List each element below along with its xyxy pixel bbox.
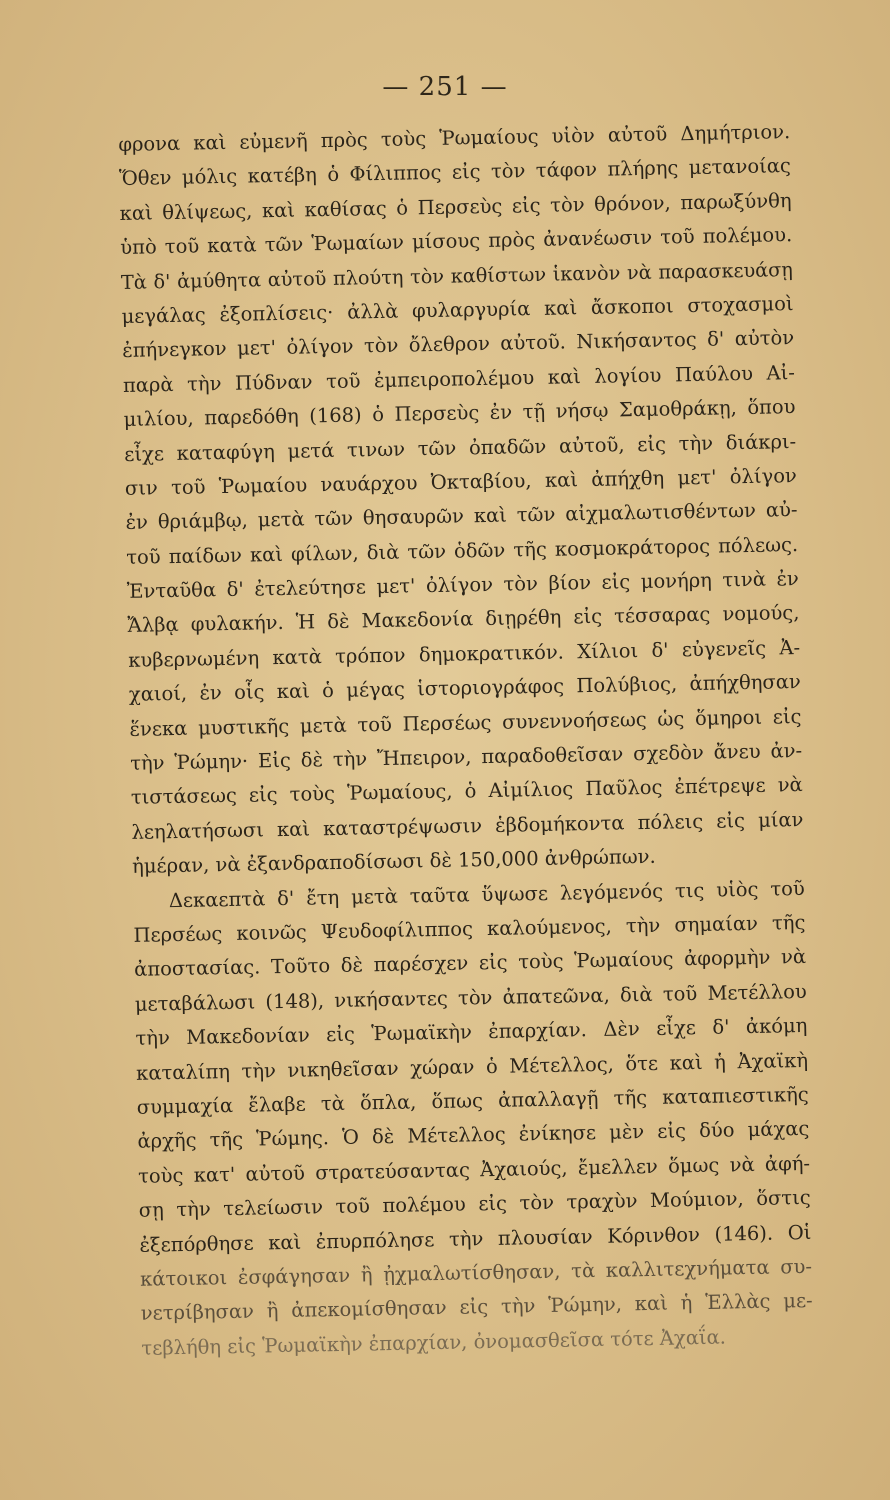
text-line: ἐξεπόρθησε καὶ ἐπυρπόλησε τὴν πλουσίαν Κόρινθον (146). Οἱ — [139, 1220, 812, 1257]
text-line: φρονα καὶ εὐμενῆ πρὸς τοὺς Ῥωμαίους υἱὸν αὐτοῦ Δημήτριον. — [118, 120, 791, 156]
text-line: ἐν θριάμβῳ, μετὰ τῶν θησαυρῶν καὶ τῶν αἰχμαλωτισθέντων αὐ- — [125, 498, 798, 535]
text-line: νετρίβησαν ἢ ἀπεκομίσθησαν εἰς τὴν Ῥώμην, καὶ ἡ Ἑλλὰς με- — [140, 1289, 813, 1326]
text-line: Δεκαεπτὰ δ' ἔτη μετὰ ταῦτα ὕψωσε λεγόμενός τις υἱὸς τοῦ — [168, 876, 805, 912]
text-line: συμμαχία ἔλαβε τὰ ὅπλα, ὅπως ἀπαλλαγῇ τῆς καταπιεστικῆς — [136, 1082, 809, 1119]
text-line: μιλίου, παρεδόθη (168) ὁ Περσεὺς ἐν τῇ νήσῳ Σαμοθράκῃ, ὅπου — [123, 395, 796, 432]
text-line: ἐπήνεγκον μετ' ὀλίγον τὸν ὄλεθρον αὐτοῦ. Νικήσαντος δ' αὐτὸν — [122, 326, 795, 363]
text-line: τὴν Ῥώμην· Εἰς δὲ τὴν Ἤπειρον, παραδοθεῖσαν σχεδὸν ἄνευ ἀν- — [129, 739, 803, 775]
text-line: καὶ θλίψεως, καὶ καθίσας ὁ Περσεὺς εἰς τὸν θρόνον, παρωξύνθη — [119, 188, 792, 225]
text-line: ὑπὸ τοῦ κατὰ τῶν Ῥωμαίων μίσους πρὸς ἀνανέωσιν τοῦ πολέμου. — [120, 223, 793, 260]
text-line: Ἐνταῦθα δ' ἐτελεύτησε μετ' ὀλίγον τὸν βίον εἰς μονήρη τινὰ ἐν — [126, 567, 799, 603]
text-line: ἀποστασίας. Τοῦτο δὲ παρέσχεν εἰς τοὺς Ῥωμαίους ἀφορμὴν νὰ — [133, 945, 807, 982]
text-line: σιν τοῦ Ῥωμαίου ναυάρχου Ὀκταβίου, καὶ ἀπήχθη μετ' ὀλίγον — [124, 463, 798, 500]
text-line: κυβερνωμένη κατὰ τρόπον δημοκρατικόν. Χίλιοι δ' εὐγενεῖς Ἀ- — [127, 635, 801, 672]
text-line: κάτοικοι ἐσφάγησαν ἢ ᾐχμαλωτίσθησαν, τὰ καλλιτεχνήματα συ- — [139, 1254, 813, 1291]
page-number: — 251 — — [382, 72, 508, 102]
text-line: καταλίπη τὴν νικηθεῖσαν χώραν ὁ Μέτελλος, ὅτε καὶ ἡ Ἀχαϊκὴ — [135, 1048, 809, 1085]
text-line: τοὺς κατ' αὐτοῦ στρατεύσαντας Ἀχαιούς, ἔμελλεν ὅμως νὰ ἀφή- — [137, 1151, 811, 1188]
text-line: Ἄλβᾳ φυλακήν. Ἡ δὲ Μακεδονία διῃρέθη εἰς τέσσαρας νομούς, — [127, 601, 800, 638]
text-line: λεηλατήσωσι καὶ καταστρέψωσιν ἑβδομήκοντα πόλεις εἰς μίαν — [131, 807, 804, 844]
text-line: μεγάλας ἐξοπλίσεις· ἀλλὰ φυλαργυρία καὶ ἄσκοποι στοχασμοὶ — [121, 292, 794, 328]
text-line: ἕνεκα μυστικῆς μετὰ τοῦ Περσέως συνεννοήσεως ὡς ὅμηροι εἰς — [129, 704, 802, 741]
text-line: τιστάσεως εἰς τοὺς Ῥωμαίους, ὁ Αἰμίλιος Παῦλος ἐπέτρεψε νὰ — [130, 773, 803, 810]
text-line: ἡμέραν, νὰ ἐξανδραποδίσωσι δὲ 150,000 ἀνθρώπων. — [131, 845, 656, 879]
text-line: παρὰ τὴν Πύδναν τοῦ ἐμπειροπολέμου καὶ λογίου Παύλου Αἰ- — [122, 360, 796, 397]
text-line: τεβλήθη εἰς Ῥωμαϊκὴν ἐπαρχίαν, ὀνομασθεῖσα τότε Ἀχαΐα. — [141, 1325, 727, 1360]
text-line: μεταβάλωσι (148), νικήσαντες τὸν ἀπατεῶνα, διὰ τοῦ Μετέλλου — [134, 979, 807, 1016]
text-line: Περσέως κοινῶς Ψευδοφίλιππος καλούμενος, τὴν σημαίαν τῆς — [133, 910, 806, 947]
text-line: τοῦ παίδων καὶ φίλων, διὰ τῶν ὁδῶν τῆς κοσμοκράτορος πόλεως. — [126, 532, 799, 569]
body-text — [118, 115, 814, 1366]
text-line: Τὰ δ' ἀμύθητα αὐτοῦ πλούτη τὸν καθίστων ἱκανὸν νὰ παρασκευάσῃ — [120, 257, 794, 294]
text-line: σῃ τὴν τελείωσιν τοῦ πολέμου εἰς τὸν τραχὺν Μούμιον, ὅστις — [138, 1186, 811, 1222]
text-line: ἀρχῆς τῆς Ῥώμης. Ὁ δὲ Μέτελλος ἐνίκησε μὲν εἰς δύο μάχας — [137, 1117, 810, 1154]
text-line: Ὅθεν μόλις κατέβη ὁ Φίλιππος εἰς τὸν τάφον πλήρης μετανοίας — [118, 154, 792, 191]
text-line: τὴν Μακεδονίαν εἰς Ῥωμαϊκὴν ἐπαρχίαν. Δὲν εἶχε δ' ἀκόμη — [135, 1014, 808, 1050]
text-line: εἶχε καταφύγη μετά τινων τῶν ὀπαδῶν αὐτοῦ, εἰς τὴν διάκρι- — [124, 429, 797, 466]
text-line: χαιοί, ἐν οἷς καὶ ὁ μέγας ἱστοριογράφος Πολύβιος, ἀπήχθησαν — [128, 670, 801, 707]
